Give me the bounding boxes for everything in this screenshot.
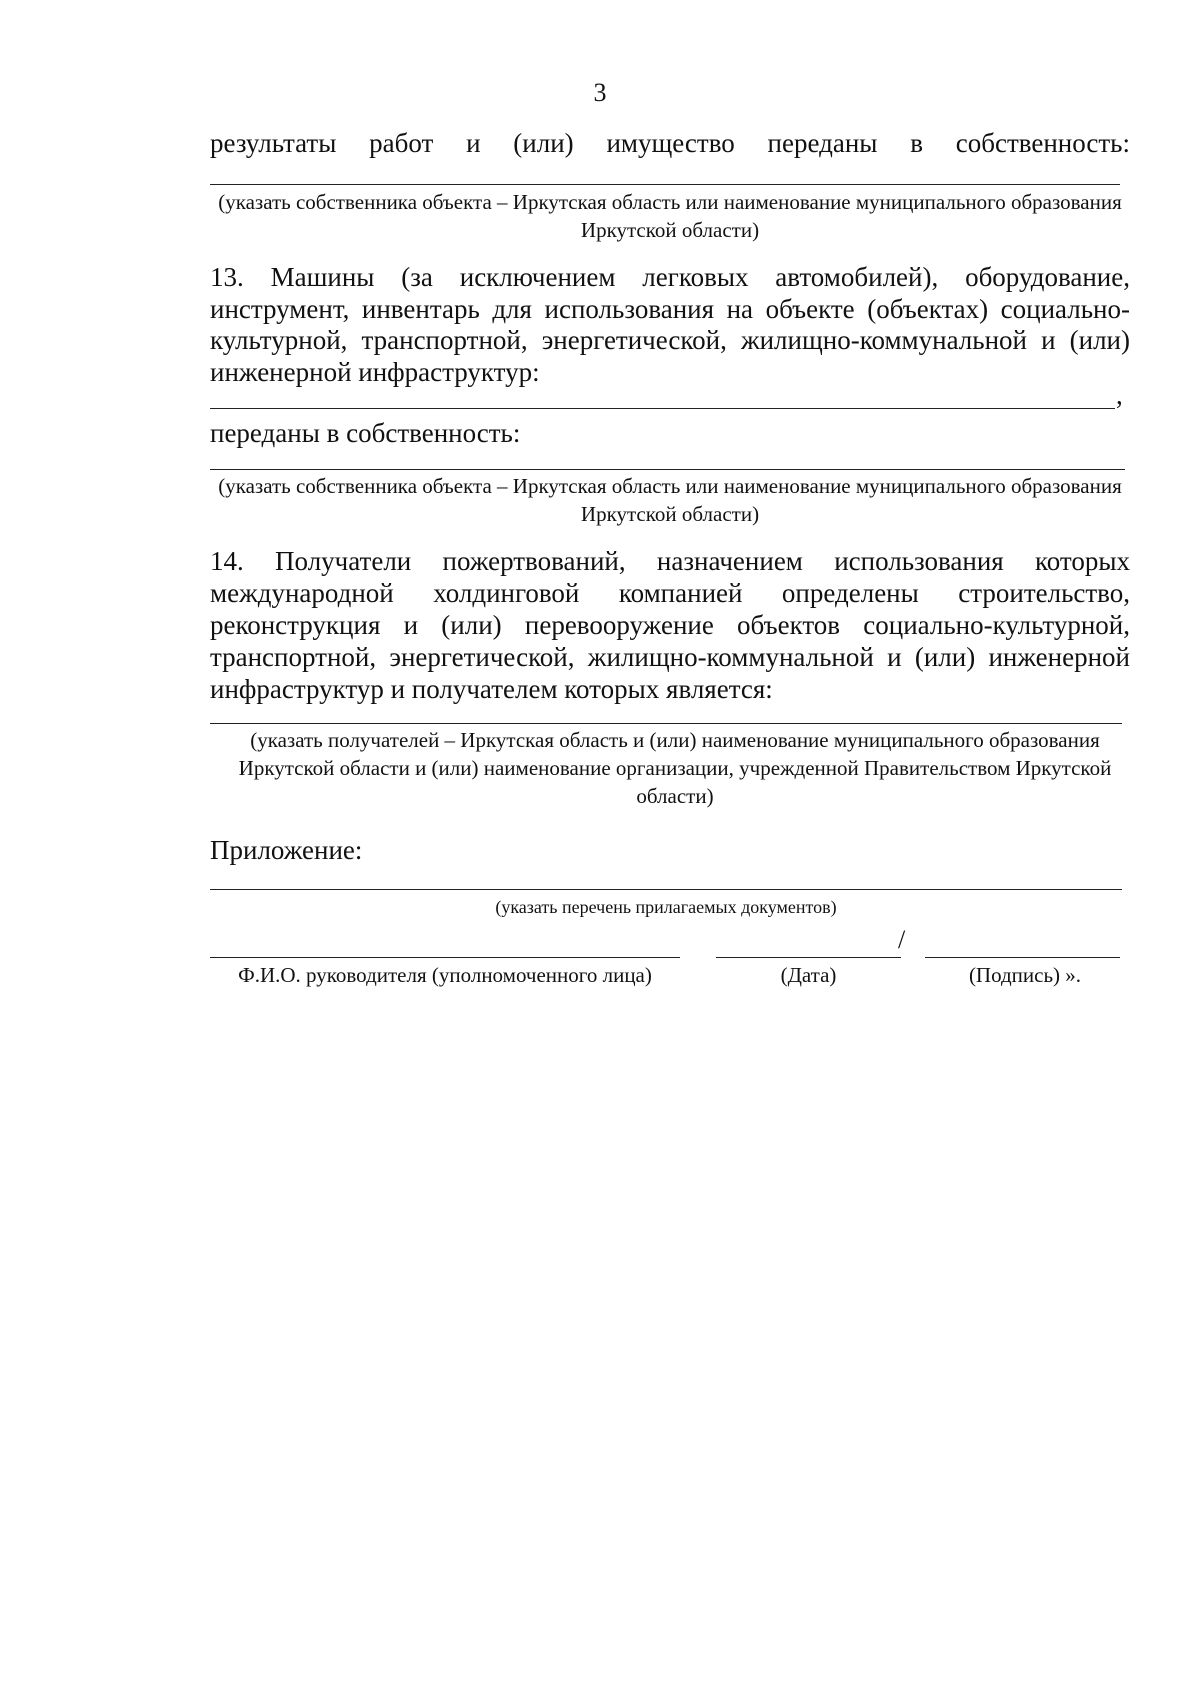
date-sign-separator: /: [898, 925, 906, 954]
attachments-blank-line[interactable]: [210, 889, 1122, 890]
attachment-label: Приложение:: [210, 835, 363, 865]
recipients-blank-line[interactable]: [210, 723, 1122, 724]
date-signature-line[interactable]: [716, 957, 901, 958]
equipment-line-comma: ,: [1116, 380, 1123, 410]
name-label: Ф.И.О. руководителя (уполномоченного лица): [238, 963, 652, 987]
owner-blank-line-1[interactable]: [210, 184, 1120, 185]
attachments-hint: (указать перечень прилагаемых документов): [495, 897, 837, 917]
paragraph-13-transferred: переданы в собственность:: [210, 418, 521, 448]
name-signature-line[interactable]: [210, 957, 680, 958]
paragraph-14: 14. Получатели пожертвований, назначением использования которых международной холдинговой компанией определены строительство, реконструкция и (или) перевооружение объектов социально-культурной, транспортной, энергетической, жилищно-коммунальной и (или) инженерной инфраструктур и получателем которых является:: [210, 546, 1130, 704]
equipment-blank-line[interactable]: [210, 408, 1115, 409]
sign-signature-line[interactable]: [925, 957, 1120, 958]
owner-hint-2: (указать собственника объекта – Иркутская область или наименование муниципального образования Иркутской области): [218, 474, 1122, 526]
owner-hint-1: (указать собственника объекта – Иркутская область или наименование муниципального образования Иркутской области): [218, 190, 1122, 242]
sign-label: (Подпись) ».: [968, 963, 1082, 987]
paragraph-13: 13. Машины (за исключением легковых автомобилей), оборудование, инструмент, инвентарь для использования на объекте (объектах) социально-культурной, транспортной, энергетической, жилищно-коммунальной и (или) инженерной инфраструктур:: [210, 262, 1130, 387]
recipients-hint: (указать получателей – Иркутская область и (или) наименование муниципального образования Иркутской области и (или) наименование организации, учрежденной Правительством Иркутской области): [238, 728, 1112, 808]
paragraph-12-tail: результаты работ и (или) имущество переданы в собственность:: [210, 128, 1130, 158]
owner-blank-line-2[interactable]: [210, 469, 1125, 470]
page-number: 3: [593, 78, 607, 107]
date-label: (Дата): [780, 963, 837, 987]
